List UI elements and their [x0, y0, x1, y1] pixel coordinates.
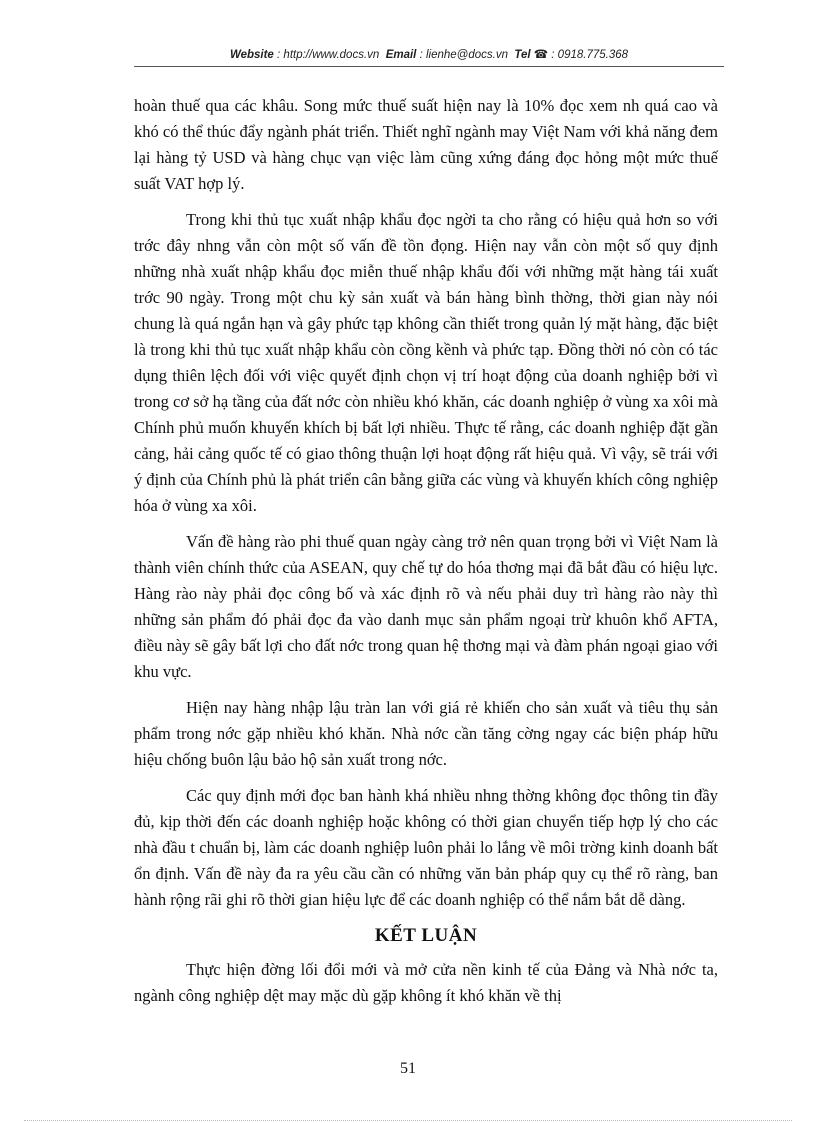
header-divider: [134, 66, 724, 67]
website-value: : http://www.docs.vn: [277, 49, 380, 61]
email-label: Email: [385, 49, 417, 61]
email-value: : lienhe@docs.vn: [419, 49, 508, 61]
paragraph-5: Các quy định mới đọc ban hành khá nhiều nhng thờng không đọc thông tin đầy đủ, kịp thời đến các doanh nghiệp hoặc không có thời gian chuyển tiếp hợp lý cho các nhà đầu t chuẩn bị, làm các doanh nghiệp luôn phải lo lắng về môi trờng kinh doanh bất ổn định. Vấn đề này đa ra yêu cầu cần có những văn bản pháp quy cụ thể rõ ràng, ban hành rộng rãi ghi rõ thời gian hiệu lực để các doanh nghiệp có thể nắm bắt dễ dàng.: [134, 786, 718, 909]
phone-icon: ☎: [533, 49, 549, 61]
tel-value: : 0918.775.368: [551, 49, 629, 61]
page-number: 51: [400, 1060, 416, 1077]
page-header: [134, 47, 724, 61]
section-heading: KẾT LUẬN: [374, 925, 478, 946]
tel-label: Tel: [514, 49, 531, 61]
paragraph-2: Trong khi thủ tục xuất nhập khẩu đọc ngời ta cho rằng có hiệu quả hơn so với trớc đây nhng vẫn còn một số vấn đề tồn đọng. Hiện nay vẫn còn một số quy định những nhà xuất nhập khẩu đọc miễn thuế nhập khẩu đối với những mặt hàng tái xuất trớc 90 ngày. Trong một chu kỳ sản xuất và bán hàng bình thờng, thời gian này nói chung là quá ngắn hạn và gây phức tạp không cần thiết trong quản lý mặt hàng, đặc biệt là trong khi thủ tục xuất nhập khẩu còn cồng kềnh và phức tạp. Đồng thời nó còn có tác dụng thiên lệch đối với việc quyết định chọn vị trí hoạt động của doanh nghiệp bởi vì trong cơ sở hạ tầng của đất nớc còn nhiều khó khăn, các doanh nghiệp ở vùng xa xôi mà Chính phủ muốn khuyến khích bị bất lợi nhiều. Thực tế rằng, các doanh nghiệp đặt gần cảng, hải cảng quốc tế có giao thông thuận lợi hoạt động rất hiệu quả. Vì vậy, sẽ trái với ý định của Chính phủ là phát triển cân bằng giữa các vùng và khuyến khích công nghiệp hóa ở vùng xa xôi.: [134, 210, 718, 515]
footer-divider: [24, 1120, 792, 1121]
paragraph-3: Vấn đề hàng rào phi thuế quan ngày càng trở nên quan trọng bởi vì Việt Nam là thành viên chính thức của ASEAN, quy chế tự do hóa thơng mại đã bắt đầu có hiệu lực. Hàng rào này phải đọc công bố và xác định rõ và nếu phải duy trì hàng rào này thì những sản phẩm đó phải đọc đa vào danh mục sản phẩm ngoại trừ khuôn khổ AFTA, điều này sẽ gây bất lợi cho đất nớc trong quan hệ thơng mại và đàm phán ngoại giao với khu vực.: [134, 532, 718, 681]
website-label: Website: [229, 49, 274, 61]
document-body: [134, 93, 718, 1019]
paragraph-1: hoàn thuế qua các khâu. Song mức thuế suất hiện nay là 10% đọc xem nh quá cao và khó có thể thúc đẩy ngành phát triển. Thiết nghĩ ngành may Việt Nam với khả năng đem lại hàng tỷ USD và hàng chục vạn việc làm cũng xứng đáng đọc hỏng một mức thuế suất VAT hợp lý.: [134, 96, 718, 193]
paragraph-4: Hiện nay hàng nhập lậu tràn lan với giá rẻ khiến cho sản xuất và tiêu thụ sản phẩm trong nớc gặp nhiều khó khăn. Nhà nớc cần tăng cờng ngay các biện pháp hữu hiệu chống buôn lậu bảo hộ sản xuất trong nớc.: [134, 698, 718, 769]
conclusion-paragraph: Thực hiện đờng lối đổi mới và mở cửa nền kinh tế của Đảng và Nhà nớc ta, ngành công nghiệp dệt may mặc dù gặp không ít khó khăn về thị: [134, 960, 718, 1005]
